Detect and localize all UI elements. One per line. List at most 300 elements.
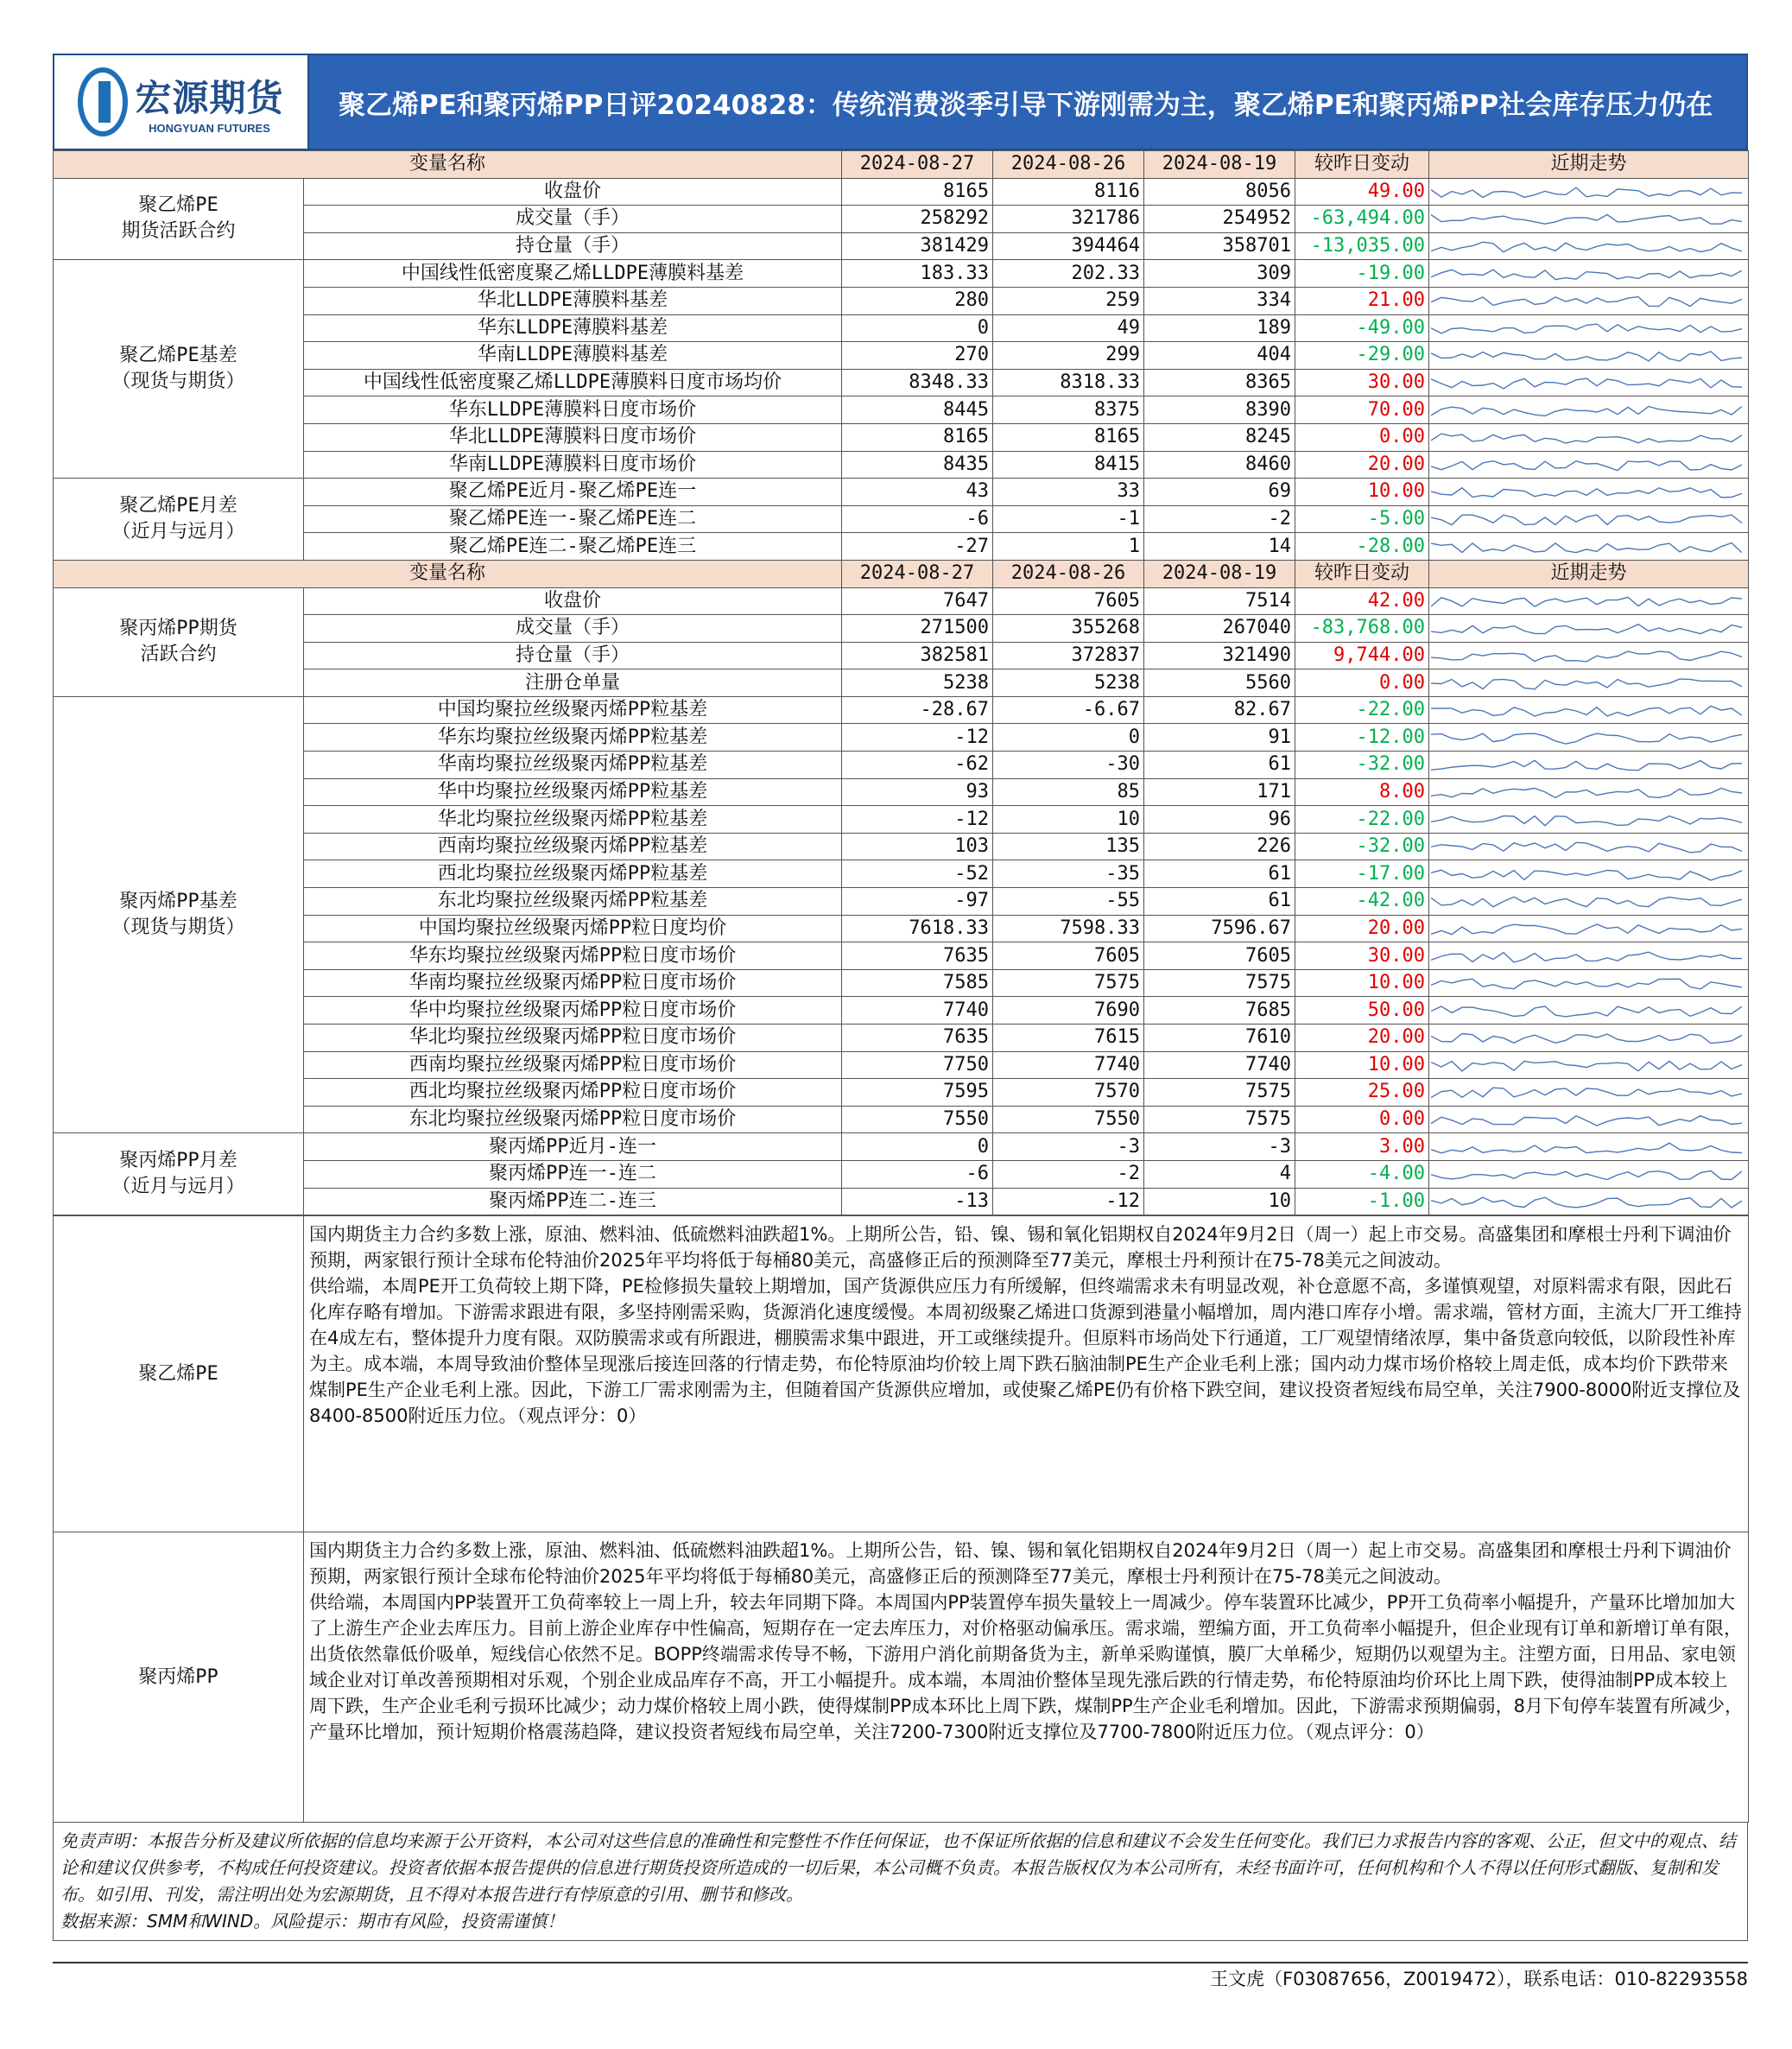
trend-sparkline bbox=[1431, 783, 1742, 802]
cell-d2: 5238 bbox=[993, 669, 1144, 697]
cell-d3: 82.67 bbox=[1144, 696, 1295, 724]
sparkline-path bbox=[1431, 761, 1742, 771]
company-logo bbox=[54, 55, 309, 149]
sparkline-path bbox=[1431, 870, 1742, 880]
sparkline-path bbox=[1431, 1088, 1742, 1098]
cell-trend bbox=[1429, 178, 1749, 206]
trend-sparkline bbox=[1431, 1082, 1742, 1101]
group-label-line: （近月与远月） bbox=[111, 1176, 245, 1198]
cell-change: 20.00 bbox=[1295, 915, 1429, 942]
cell-d3: 7605 bbox=[1144, 942, 1295, 970]
sparkline-path bbox=[1431, 924, 1742, 935]
cell-d2: 8375 bbox=[993, 396, 1144, 424]
cell-d2: 7570 bbox=[993, 1079, 1144, 1107]
cell-d3: 4 bbox=[1144, 1160, 1295, 1188]
cell-d1: -27 bbox=[842, 533, 993, 561]
table-row bbox=[54, 451, 1749, 479]
logo-mark-icon bbox=[78, 67, 128, 136]
cell-d1: -6 bbox=[842, 1160, 993, 1188]
cell-d3: 8390 bbox=[1144, 396, 1295, 424]
sparkline-path bbox=[1431, 352, 1742, 361]
cell-trend bbox=[1429, 806, 1749, 834]
trend-sparkline bbox=[1431, 455, 1742, 474]
cell-change: -22.00 bbox=[1295, 696, 1429, 724]
table-row bbox=[54, 505, 1749, 533]
col-header-d3: 2024-08-19 bbox=[1144, 151, 1295, 179]
cell-trend bbox=[1429, 752, 1749, 779]
cell-d1: 271500 bbox=[842, 615, 993, 643]
table-row bbox=[54, 1106, 1749, 1133]
cell-d2: -35 bbox=[993, 860, 1144, 888]
cell-change: -12.00 bbox=[1295, 724, 1429, 752]
cell-name: 聚丙烯PP近月-连一 bbox=[304, 1133, 842, 1161]
table-row bbox=[54, 206, 1749, 233]
group-label bbox=[54, 178, 304, 260]
cell-change: 10.00 bbox=[1295, 479, 1429, 506]
cell-change: 9,744.00 bbox=[1295, 642, 1429, 669]
table-row bbox=[54, 587, 1749, 615]
trend-sparkline bbox=[1431, 510, 1742, 529]
cell-change: -32.00 bbox=[1295, 833, 1429, 860]
cell-d2: 8116 bbox=[993, 178, 1144, 206]
cell-name: 持仓量（手） bbox=[304, 642, 842, 669]
table-row bbox=[54, 615, 1749, 643]
table-row bbox=[54, 1079, 1749, 1107]
group-label-line: 聚乙烯PE基差 bbox=[119, 345, 237, 367]
cell-d2: 8318.33 bbox=[993, 369, 1144, 396]
cell-trend bbox=[1429, 860, 1749, 888]
pp-comment-label: 聚丙烯PP bbox=[54, 1532, 304, 1823]
sparkline-path bbox=[1431, 679, 1742, 689]
sparkline-path bbox=[1431, 242, 1742, 252]
cell-name: 聚乙烯PE近月-聚乙烯PE连一 bbox=[304, 479, 842, 506]
cell-trend bbox=[1429, 587, 1749, 615]
group-label-line: 聚丙烯PP基差 bbox=[119, 891, 237, 913]
sparkline-path bbox=[1431, 187, 1742, 197]
table-row bbox=[54, 260, 1749, 288]
cell-d2: 135 bbox=[993, 833, 1144, 860]
col-header-trend: 近期走势 bbox=[1429, 560, 1749, 587]
cell-d2: 7605 bbox=[993, 587, 1144, 615]
trend-sparkline bbox=[1431, 1028, 1742, 1047]
col-header-trend: 近期走势 bbox=[1429, 151, 1749, 179]
sparkline-path bbox=[1431, 733, 1742, 744]
cell-name: 中国线性低密度聚乙烯LLDPE薄膜料日度市场均价 bbox=[304, 369, 842, 396]
cell-name: 成交量（手） bbox=[304, 206, 842, 233]
cell-change: 0.00 bbox=[1295, 1106, 1429, 1133]
cell-d2: 33 bbox=[993, 479, 1144, 506]
cell-name: 西南均聚拉丝级聚丙烯PP粒基差 bbox=[304, 833, 842, 860]
cell-trend bbox=[1429, 423, 1749, 451]
cell-trend bbox=[1429, 642, 1749, 669]
group-label bbox=[54, 696, 304, 1133]
sparkline-path bbox=[1431, 542, 1742, 552]
cell-d2: 7615 bbox=[993, 1024, 1144, 1052]
table-row bbox=[54, 178, 1749, 206]
cell-d2: 202.33 bbox=[993, 260, 1144, 288]
cell-name: 聚丙烯PP连二-连三 bbox=[304, 1188, 842, 1215]
cell-d1: 7647 bbox=[842, 587, 993, 615]
group-label-line: 期货活跃合约 bbox=[121, 220, 236, 243]
cell-trend bbox=[1429, 533, 1749, 561]
cell-d2: -55 bbox=[993, 888, 1144, 916]
cell-trend bbox=[1429, 1133, 1749, 1161]
cell-d2: 8165 bbox=[993, 423, 1144, 451]
cell-d2: -6.67 bbox=[993, 696, 1144, 724]
cell-d3: 226 bbox=[1144, 833, 1295, 860]
cell-change: -22.00 bbox=[1295, 806, 1429, 834]
pe-comment-p2: 供给端，本周PE开工负荷较上期下降，PE检修损失量较上期增加，国产货源供应压力有所缓解，但终端需求未有明显改观，补仓意愿不高，多谨慎观望，对原料需求有限，因此石化库存略有增加。下游需求跟进有限，多坚持刚需采购，货源消化速度缓慢。本周初级聚乙烯进口货源到港量小幅增加，周内港口库存小增。需求端，管材方面，主流大厂开工维持在4成左右，整体提升力度有限。双防膜需求或有所跟进，棚膜需求集中跟进，开工或继续提升。但原料市场尚处下行通道，工厂观望情绪浓厚，集中备货意向较低，以阶段性补库为主。成本端，本周导致油价整体呈现涨后接连回落的行情走势，布伦特原油均价较上周下跌石脑油制PE生产企业毛利上涨；国内动力煤市场价格较上周走低，成本均价下跌带来煤制PE生产企业毛利上涨。因此，下游工厂需求刚需为主，但随着国产货源供应增加，或使聚乙烯PE仍有价格下跌空间，建议投资者短线布局空单，关注7900-8000附近支撑位及8400-8500附近压力位。（观点评分：0） bbox=[309, 1276, 1742, 1427]
cell-d1: 8165 bbox=[842, 423, 993, 451]
cell-trend bbox=[1429, 451, 1749, 479]
cell-trend bbox=[1429, 833, 1749, 860]
trend-sparkline bbox=[1431, 865, 1742, 884]
cell-change: 49.00 bbox=[1295, 178, 1429, 206]
sparkline-path bbox=[1431, 842, 1742, 853]
cell-trend bbox=[1429, 369, 1749, 396]
cell-d2: 8415 bbox=[993, 451, 1144, 479]
cell-d1: 8348.33 bbox=[842, 369, 993, 396]
cell-d3: 404 bbox=[1144, 342, 1295, 370]
table-row bbox=[54, 942, 1749, 970]
cell-d2: 49 bbox=[993, 314, 1144, 342]
cell-d3: 7575 bbox=[1144, 1079, 1295, 1107]
group-label-line: 活跃合约 bbox=[140, 644, 217, 666]
cell-d2: 355268 bbox=[993, 615, 1144, 643]
cell-d2: -2 bbox=[993, 1160, 1144, 1188]
cell-d2: 7550 bbox=[993, 1106, 1144, 1133]
cell-change: -28.00 bbox=[1295, 533, 1429, 561]
table-row bbox=[54, 1188, 1749, 1215]
sparkline-path bbox=[1431, 706, 1742, 716]
cell-trend bbox=[1429, 969, 1749, 997]
cell-d2: 259 bbox=[993, 287, 1144, 314]
cell-change: -19.00 bbox=[1295, 260, 1429, 288]
trend-sparkline bbox=[1431, 728, 1742, 747]
trend-sparkline bbox=[1431, 674, 1742, 693]
table-row bbox=[54, 778, 1749, 806]
trend-sparkline bbox=[1431, 1110, 1742, 1129]
cell-d3: 7740 bbox=[1144, 1051, 1295, 1079]
contact-footer: 王文虎（F03087656，Z0019472），联系电话：010-82293558 bbox=[53, 1962, 1748, 1991]
sparkline-path bbox=[1431, 625, 1742, 634]
trend-sparkline bbox=[1431, 974, 1742, 993]
trend-sparkline bbox=[1431, 1164, 1742, 1183]
cell-d3: 61 bbox=[1144, 888, 1295, 916]
cell-d2: -12 bbox=[993, 1188, 1144, 1215]
group-label bbox=[54, 1133, 304, 1215]
cell-d1: 280 bbox=[842, 287, 993, 314]
cell-d1: 5238 bbox=[842, 669, 993, 697]
cell-d3: 10 bbox=[1144, 1188, 1295, 1215]
cell-d2: 0 bbox=[993, 724, 1144, 752]
cell-change: 10.00 bbox=[1295, 969, 1429, 997]
cell-trend bbox=[1429, 1160, 1749, 1188]
cell-trend bbox=[1429, 505, 1749, 533]
cell-change: -1.00 bbox=[1295, 1188, 1429, 1215]
cell-trend bbox=[1429, 915, 1749, 942]
cell-d3: 334 bbox=[1144, 287, 1295, 314]
sparkline-path bbox=[1431, 1171, 1742, 1180]
table-row bbox=[54, 314, 1749, 342]
cell-trend bbox=[1429, 778, 1749, 806]
cell-change: 30.00 bbox=[1295, 369, 1429, 396]
cell-d1: 7585 bbox=[842, 969, 993, 997]
report-sheet bbox=[53, 54, 1748, 1991]
trend-sparkline bbox=[1431, 237, 1742, 256]
cell-name: 持仓量（手） bbox=[304, 232, 842, 260]
trend-sparkline bbox=[1431, 209, 1742, 228]
trend-sparkline bbox=[1431, 401, 1742, 420]
cell-d2: 372837 bbox=[993, 642, 1144, 669]
cell-d3: 61 bbox=[1144, 860, 1295, 888]
cell-name: 华北均聚拉丝级聚丙烯PP粒日度市场价 bbox=[304, 1024, 842, 1052]
sparkline-path bbox=[1431, 952, 1742, 962]
cell-d3: 7610 bbox=[1144, 1024, 1295, 1052]
pe-comment-p1: 国内期货主力合约多数上涨，原油、燃料油、低硫燃料油跌超1%。上期所公告，铅、镍、锡和氧化铝期权自2024年9月2日（周一）起上市交易。高盛集团和摩根士丹利下调油价预期，两家银行预计全球布伦特油价2025年平均将低于每桶80美元，高盛修正后的预测降至77美元，摩根士丹利预计在75-78美元之间波动。 bbox=[309, 1224, 1732, 1272]
col-header-change: 较昨日变动 bbox=[1295, 151, 1429, 179]
cell-d1: 7618.33 bbox=[842, 915, 993, 942]
cell-change: 50.00 bbox=[1295, 997, 1429, 1024]
cell-d2: 7598.33 bbox=[993, 915, 1144, 942]
trend-sparkline bbox=[1431, 837, 1742, 856]
sparkline-path bbox=[1431, 324, 1742, 333]
cell-change: 30.00 bbox=[1295, 942, 1429, 970]
table-row bbox=[54, 533, 1749, 561]
table-row bbox=[54, 342, 1749, 370]
cell-d1: -12 bbox=[842, 806, 993, 834]
cell-trend bbox=[1429, 724, 1749, 752]
group-label bbox=[54, 260, 304, 479]
col-header-name: 变量名称 bbox=[54, 560, 842, 587]
cell-trend bbox=[1429, 479, 1749, 506]
cell-d3: 321490 bbox=[1144, 642, 1295, 669]
table-row bbox=[54, 915, 1749, 942]
cell-d1: 258292 bbox=[842, 206, 993, 233]
cell-d1: 270 bbox=[842, 342, 993, 370]
group-label-line: （现货与期货） bbox=[111, 917, 245, 939]
trend-sparkline bbox=[1431, 701, 1742, 720]
cell-d3: 14 bbox=[1144, 533, 1295, 561]
cell-d1: 7750 bbox=[842, 1051, 993, 1079]
cell-trend bbox=[1429, 696, 1749, 724]
col-header-name: 变量名称 bbox=[54, 151, 842, 179]
sparkline-path bbox=[1431, 460, 1742, 470]
table-row bbox=[54, 833, 1749, 860]
cell-change: 20.00 bbox=[1295, 451, 1429, 479]
sparkline-path bbox=[1431, 406, 1742, 416]
cell-d1: 7740 bbox=[842, 997, 993, 1024]
cell-name: 华中均聚拉丝级聚丙烯PP粒日度市场价 bbox=[304, 997, 842, 1024]
cell-change: -13,035.00 bbox=[1295, 232, 1429, 260]
cell-d1: 0 bbox=[842, 314, 993, 342]
cell-d3: 309 bbox=[1144, 260, 1295, 288]
sparkline-path bbox=[1431, 488, 1742, 498]
cell-name: 华南均聚拉丝级聚丙烯PP粒基差 bbox=[304, 752, 842, 779]
pe-comment-text bbox=[304, 1216, 1749, 1532]
table-row bbox=[54, 1051, 1749, 1079]
cell-d1: 7595 bbox=[842, 1079, 993, 1107]
pe-comment-label: 聚乙烯PE bbox=[54, 1216, 304, 1532]
table-row bbox=[54, 1160, 1749, 1188]
trend-sparkline bbox=[1431, 891, 1742, 910]
sparkline-path bbox=[1431, 1197, 1742, 1208]
trend-sparkline bbox=[1431, 428, 1742, 447]
cell-d1: 7550 bbox=[842, 1106, 993, 1133]
cell-trend bbox=[1429, 669, 1749, 697]
cell-d3: 189 bbox=[1144, 314, 1295, 342]
cell-trend bbox=[1429, 1051, 1749, 1079]
cell-name: 聚乙烯PE连一-聚乙烯PE连二 bbox=[304, 505, 842, 533]
pp-comment-p2: 供给端，本周国内PP装置开工负荷率较上一周上升，较去年同期下降。本周国内PP装置停车损失量较上一周减少。停车装置环比减少，PP开工负荷率小幅提升，产量环比增加加大了上游生产企业去库压力。目前上游企业库存中性偏高，短期存在一定去库压力，对价格驱动偏承压。需求端，塑编方面，开工负荷率小幅提升，但企业现有订单和新增订单有限，出货依然靠低价吸单，短线信心依然不足。BOPP终端需求传导不畅，下游用户消化前期备货为主，新单采购谨慎，膜厂大单稀少，短期仍以观望为主。注塑方面，日用品、家电领域企业对订单改善预期相对乐观，个别企业成品库存不高，开工小幅提升。成本端，本周油价整体呈现先涨后跌的行情走势，布伦特原油均价环比上周下跌，使得油制PP成本较上周下跌，生产企业毛利亏损环比减少；动力煤价格较上周小跌，使得煤制PP成本环比上周下跌，煤制PP生产企业毛利增加。因此，下游需求预期偏弱，8月下旬停车装置有所减少，产量环比增加，预计短期价格震荡趋降，建议投资者短线布局空单，关注7200-7300附近支撑位及7700-7800附近压力位。（观点评分：0） bbox=[309, 1592, 1744, 1743]
cell-d2: 7605 bbox=[993, 942, 1144, 970]
trend-sparkline bbox=[1431, 592, 1742, 611]
trend-sparkline bbox=[1431, 1138, 1742, 1157]
cell-trend bbox=[1429, 1079, 1749, 1107]
cell-change: -42.00 bbox=[1295, 888, 1429, 916]
sparkline-path bbox=[1431, 1061, 1742, 1071]
cell-name: 成交量（手） bbox=[304, 615, 842, 643]
table-row bbox=[54, 232, 1749, 260]
cell-name: 中国均聚拉丝级聚丙烯PP粒日度均价 bbox=[304, 915, 842, 942]
table-row bbox=[54, 724, 1749, 752]
cell-name: 中国均聚拉丝级聚丙烯PP粒基差 bbox=[304, 696, 842, 724]
trend-sparkline bbox=[1431, 646, 1742, 665]
cell-d3: 8365 bbox=[1144, 369, 1295, 396]
cell-d1: -12 bbox=[842, 724, 993, 752]
cell-name: 聚丙烯PP连一-连二 bbox=[304, 1160, 842, 1188]
group-label-line: 聚丙烯PP期货 bbox=[119, 618, 237, 640]
cell-name: 华南LLDPE薄膜料日度市场价 bbox=[304, 451, 842, 479]
cell-name: 华中均聚拉丝级聚丙烯PP粒基差 bbox=[304, 778, 842, 806]
cell-d3: 171 bbox=[1144, 778, 1295, 806]
table-row bbox=[54, 752, 1749, 779]
report-header bbox=[53, 54, 1748, 150]
sparkline-path bbox=[1431, 788, 1742, 797]
cell-name: 华东LLDPE薄膜料基差 bbox=[304, 314, 842, 342]
col-header-d3: 2024-08-19 bbox=[1144, 560, 1295, 587]
sparkline-path bbox=[1431, 270, 1742, 279]
cell-change: 10.00 bbox=[1295, 1051, 1429, 1079]
trend-sparkline bbox=[1431, 1001, 1742, 1020]
table-row bbox=[54, 888, 1749, 916]
cell-name: 聚乙烯PE连二-聚乙烯PE连三 bbox=[304, 533, 842, 561]
trend-sparkline bbox=[1431, 947, 1742, 966]
pe-header-row bbox=[54, 151, 1749, 179]
cell-d2: -30 bbox=[993, 752, 1144, 779]
cell-trend bbox=[1429, 888, 1749, 916]
cell-name: 华南LLDPE薄膜料基差 bbox=[304, 342, 842, 370]
cell-d1: 8435 bbox=[842, 451, 993, 479]
commentary-table bbox=[53, 1215, 1749, 1823]
table-row bbox=[54, 860, 1749, 888]
table-row bbox=[54, 1024, 1749, 1052]
sparkline-path bbox=[1431, 597, 1742, 606]
cell-change: -5.00 bbox=[1295, 505, 1429, 533]
cell-d3: 91 bbox=[1144, 724, 1295, 752]
cell-trend bbox=[1429, 314, 1749, 342]
cell-d1: 8165 bbox=[842, 178, 993, 206]
sparkline-path bbox=[1431, 378, 1742, 389]
cell-name: 收盘价 bbox=[304, 587, 842, 615]
cell-change: 25.00 bbox=[1295, 1079, 1429, 1107]
disclaimer bbox=[53, 1823, 1748, 1941]
cell-trend bbox=[1429, 396, 1749, 424]
cell-d2: 1 bbox=[993, 533, 1144, 561]
report-title: 聚乙烯PE和聚丙烯PP日评20240828：传统消费淡季引导下游刚需为主，聚乙烯PE和聚丙烯PP社会库存压力仍在 bbox=[309, 55, 1746, 149]
sparkline-path bbox=[1431, 515, 1742, 525]
cell-name: 东北均聚拉丝级聚丙烯PP粒基差 bbox=[304, 888, 842, 916]
cell-d1: 382581 bbox=[842, 642, 993, 669]
cell-d2: -1 bbox=[993, 505, 1144, 533]
table-row bbox=[54, 287, 1749, 314]
trend-sparkline bbox=[1431, 319, 1742, 338]
group-label bbox=[54, 587, 304, 696]
cell-d2: 7690 bbox=[993, 997, 1144, 1024]
cell-d1: -6 bbox=[842, 505, 993, 533]
group-label-line: 聚丙烯PP月差 bbox=[119, 1150, 237, 1172]
cell-d3: 7596.67 bbox=[1144, 915, 1295, 942]
table-row bbox=[54, 642, 1749, 669]
cell-d1: 7635 bbox=[842, 942, 993, 970]
cell-trend bbox=[1429, 615, 1749, 643]
cell-name: 华东均聚拉丝级聚丙烯PP粒基差 bbox=[304, 724, 842, 752]
cell-d3: -3 bbox=[1144, 1133, 1295, 1161]
cell-d3: 5560 bbox=[1144, 669, 1295, 697]
cell-trend bbox=[1429, 942, 1749, 970]
sparkline-path bbox=[1431, 215, 1742, 225]
cell-d1: -13 bbox=[842, 1188, 993, 1215]
trend-sparkline bbox=[1431, 1056, 1742, 1075]
cell-d3: 358701 bbox=[1144, 232, 1295, 260]
sparkline-path bbox=[1431, 1034, 1742, 1044]
table-row bbox=[54, 423, 1749, 451]
col-header-d1: 2024-08-27 bbox=[842, 151, 993, 179]
group-label-line: （现货与期货） bbox=[111, 371, 245, 393]
cell-name: 华北LLDPE薄膜料日度市场价 bbox=[304, 423, 842, 451]
cell-d1: -97 bbox=[842, 888, 993, 916]
sparkline-path bbox=[1431, 297, 1742, 307]
cell-d3: 254952 bbox=[1144, 206, 1295, 233]
trend-sparkline bbox=[1431, 810, 1742, 829]
trend-sparkline bbox=[1431, 919, 1742, 938]
logo-cn-text: 宏源期货 bbox=[135, 76, 284, 119]
sparkline-path bbox=[1431, 1116, 1742, 1126]
cell-d1: -62 bbox=[842, 752, 993, 779]
sparkline-path bbox=[1431, 434, 1742, 443]
cell-d1: 0 bbox=[842, 1133, 993, 1161]
cell-d2: 7740 bbox=[993, 1051, 1144, 1079]
cell-d2: 321786 bbox=[993, 206, 1144, 233]
group-label-line: 聚乙烯PE bbox=[138, 194, 218, 217]
cell-d2: 7575 bbox=[993, 969, 1144, 997]
cell-d1: -52 bbox=[842, 860, 993, 888]
cell-d3: 7685 bbox=[1144, 997, 1295, 1024]
trend-sparkline bbox=[1431, 1192, 1742, 1211]
trend-sparkline bbox=[1431, 373, 1742, 392]
cell-change: -32.00 bbox=[1295, 752, 1429, 779]
cell-d3: 96 bbox=[1144, 806, 1295, 834]
trend-sparkline bbox=[1431, 755, 1742, 774]
cell-change: 21.00 bbox=[1295, 287, 1429, 314]
pp-comment-text bbox=[304, 1532, 1749, 1823]
cell-d2: -3 bbox=[993, 1133, 1144, 1161]
col-header-d1: 2024-08-27 bbox=[842, 560, 993, 587]
trend-sparkline bbox=[1431, 482, 1742, 501]
pp-header-row bbox=[54, 560, 1749, 587]
cell-change: -29.00 bbox=[1295, 342, 1429, 370]
cell-d3: 61 bbox=[1144, 752, 1295, 779]
